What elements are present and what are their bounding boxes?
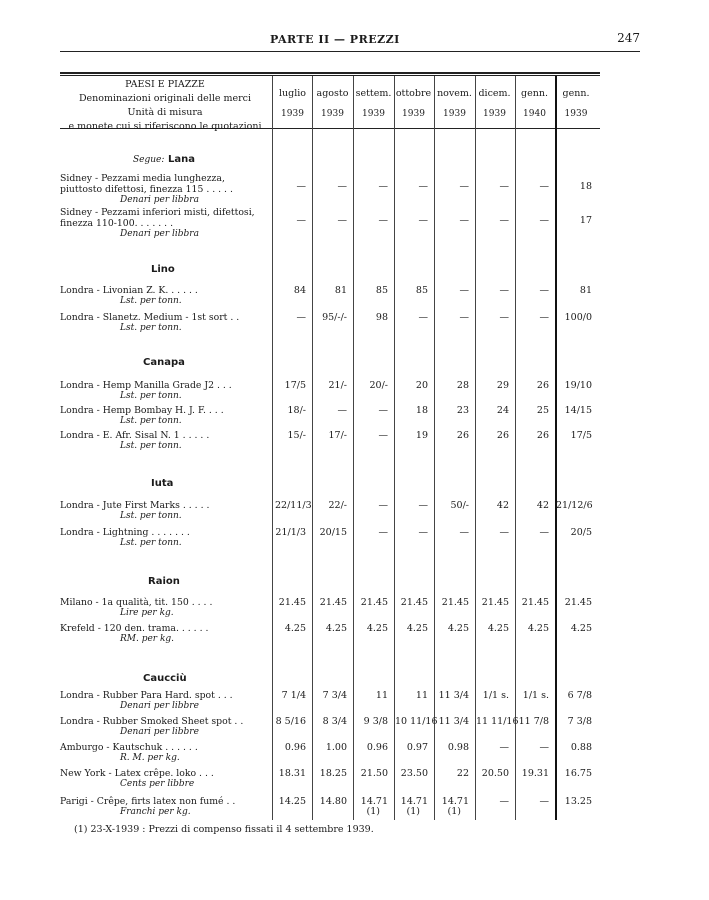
row-name: Parigi - Crêpe, firts latex non fumé . . [60,796,236,807]
row-name: Krefeld - 120 den. trama. . . . . . [60,623,209,634]
table-cell: 85 [375,285,388,296]
table-cell: 23 [456,405,469,416]
row-name: Londra - Lightning . . . . . . . [60,527,190,538]
table-cell: 4.25 [487,623,509,634]
table-header-left [60,78,270,134]
table-cell: 21.45 [360,597,388,608]
table-cell: 23.50 [400,768,428,779]
table-cell: — [499,796,509,807]
column-month: luglio [278,88,307,99]
column-year: 1939 [443,109,466,119]
table-cell: — [378,215,388,226]
table-cell: 22/- [328,500,347,511]
table-cell: 11 7/8 [518,716,549,727]
column-header [275,88,310,119]
table-row-label [60,207,268,240]
row-unit: RM. per kg. [120,634,175,644]
row-unit: Lst. per tonn. [120,391,182,401]
column-divider [312,76,313,820]
table-cell: 19/10 [564,380,592,391]
header-line: Denominazioni originali delle merci [78,93,252,104]
table-cell: 18/- [287,405,306,416]
table-cell: 26 [536,430,549,441]
table-cell: 14.71 [360,796,388,807]
table-cell: — [378,500,388,511]
table-cell: — [539,742,549,753]
table-cell: 19 [415,430,428,441]
table-cell: — [296,312,306,323]
table-cell: 4.25 [284,623,306,634]
table-cell: 20.50 [481,768,509,779]
row-name: Londra - Jute First Marks . . . . . [60,500,210,511]
table-cell: 14/15 [564,405,592,416]
table-row-label [60,173,268,206]
table-cell: 10 11/16 [395,716,438,727]
table-cell: 9 3/8 [363,716,388,727]
column-header [516,88,553,119]
table-cell: 17 [579,215,592,226]
header-line: PAESI E PIAZZE [125,79,205,90]
row-name: Sidney - Pezzami media lunghezza, piuttosto difettosi, finezza 115 . . . . . [60,173,233,195]
table-cell: 42 [536,500,549,511]
table-cell: 18 [579,181,592,192]
table-cell: — [378,430,388,441]
table-row-label [60,312,268,334]
column-year: 1939 [281,109,304,119]
table-cell: — [499,312,509,323]
table-cell: 21.45 [481,597,509,608]
column-year: 1939 [483,109,506,119]
table-row-label [60,380,268,402]
row-name: Milano - 1a qualità, tit. 150 . . . . [60,597,213,608]
table-cell: 14.80 [319,796,347,807]
column-divider [272,76,273,820]
column-divider [434,76,435,820]
table-cell: 21/- [328,380,347,391]
table-cell: 8 3/4 [322,716,347,727]
table-row-label [60,742,268,764]
table-cell: — [337,405,347,416]
table-cell: 6 7/8 [567,690,592,701]
row-name: Londra - Rubber Smoked Sheet spot . . [60,716,244,727]
table-cell: 85 [415,285,428,296]
section-title: Lino [151,264,175,275]
table-cell: — [296,215,306,226]
table-cell: 100/0 [564,312,592,323]
column-month: dicem. [478,88,511,99]
table-cell: — [418,215,428,226]
table-cell: — [499,285,509,296]
table-cell: 21.50 [360,768,388,779]
table-row-label [60,500,268,522]
table-cell: 98 [375,312,388,323]
row-unit: Lst. per tonn. [120,323,182,333]
table-cell: — [418,527,428,538]
row-name: Amburgo - Kautschuk . . . . . . [60,742,198,753]
table-cell: 14.25 [278,796,306,807]
table-cell: 21.45 [564,597,592,608]
table-cell: 21/1/3 [275,527,306,538]
table-cell: — [539,312,549,323]
table-cell: — [337,215,347,226]
header-rule [60,51,640,52]
table-cell: 1.00 [325,742,347,753]
table-row-label [60,768,268,790]
section-title: Caucciù [143,673,187,684]
cell-note: (1) [366,806,380,817]
section-title: Raion [148,576,180,587]
row-name: Londra - E. Afr. Sisal N. 1 . . . . . [60,430,210,441]
table-cell: — [539,796,549,807]
table-cell: 17/5 [284,380,306,391]
table-cell: 81 [579,285,592,296]
table-cell: 18.31 [278,768,306,779]
row-unit: R. M. per kg. [120,753,180,763]
table-cell: 17/5 [570,430,592,441]
table-cell: 25 [536,405,549,416]
table-cell: 7 3/8 [567,716,592,727]
table-cell: — [539,527,549,538]
row-unit: Lst. per tonn. [120,538,182,548]
column-header [476,88,513,119]
footnote: (1) 23-X-1939 : Prezzi di compenso fissati il 4 settembre 1939. [74,824,374,835]
column-header [395,88,432,119]
table-row-label [60,690,268,712]
table-cell: 7 1/4 [281,690,306,701]
table-cell: — [499,215,509,226]
row-name: Londra - Slanetz. Medium - 1st sort . . [60,312,240,323]
table-cell: 14.71 [441,796,469,807]
table-cell: — [378,405,388,416]
cell-note: (1) [406,806,420,817]
section-title: Lana [168,154,195,165]
header-line: Unità di misura [127,107,203,118]
table-cell: 1/1 s. [522,690,549,701]
page-header-title: PARTE II — PREZZI [270,33,400,46]
row-unit: Denari per libbre [120,727,199,737]
table-row-label [60,623,268,645]
table-cell: 0.96 [366,742,388,753]
table-cell: 8 5/16 [275,716,306,727]
column-month: genn. [562,88,590,99]
table-cell: 26 [536,380,549,391]
table-cell: — [418,181,428,192]
column-divider [353,76,354,820]
table-cell: 22/11/3 [275,500,312,511]
table-cell: 21.45 [521,597,549,608]
table-row-label [60,405,268,427]
table-cell: 16.75 [564,768,592,779]
table-cell: 95/-/- [322,312,347,323]
row-unit: Denari per libbre [120,701,199,711]
table-cell: 81 [334,285,347,296]
section-title: Iuta [151,478,174,489]
table-cell: 50/- [450,500,469,511]
segue-label: Segue: [133,155,165,165]
table-cell: 11 3/4 [438,716,469,727]
table-top-rule [60,72,600,74]
table-row-label [60,796,268,818]
column-month: agosto [316,88,349,99]
table-cell: 21.45 [278,597,306,608]
page-header [60,30,640,50]
table-row-label [60,597,268,619]
row-name: Londra - Hemp Bombay H. J. F. . . . [60,405,224,416]
row-unit: Denari per libbra [120,195,199,205]
table-row-label [60,716,268,738]
page-number: 247 [617,31,640,45]
row-unit: Franchi per kg. [120,807,191,817]
column-year: 1940 [523,109,546,119]
column-header [314,88,351,119]
column-year: 1939 [564,109,588,119]
row-name: Londra - Hemp Manilla Grade J2 . . . [60,380,232,391]
table-cell: — [459,527,469,538]
table-cell: 26 [496,430,509,441]
table-cell: 13.25 [564,796,592,807]
column-header [436,88,473,119]
table-cell: — [499,527,509,538]
table-cell: 18.25 [319,768,347,779]
table-cell: 21.45 [400,597,428,608]
table-cell: 4.25 [325,623,347,634]
table-cell: — [296,181,306,192]
table-cell: 11 [375,690,388,701]
table-cell: — [539,181,549,192]
table-cell: 0.88 [570,742,592,753]
table-cell: 11 3/4 [438,690,469,701]
row-name: New York - Latex crêpe. loko . . . [60,768,214,779]
table-cell: 21.45 [441,597,469,608]
column-month: novem. [437,88,472,99]
table-cell: — [418,500,428,511]
table-cell: 22 [456,768,469,779]
table-cell: 7 3/4 [322,690,347,701]
table-cell: 28 [456,380,469,391]
table-cell: 11 [415,690,428,701]
table-cell: — [459,215,469,226]
row-unit: Lst. per tonn. [120,296,182,306]
table-cell: 4.25 [447,623,469,634]
table-cell: 42 [496,500,509,511]
row-name: Londra - Livonian Z. K. . . . . . [60,285,198,296]
table-cell: 21/12/6 [556,500,593,511]
table-cell: — [499,742,509,753]
row-unit: Lst. per tonn. [120,441,182,451]
table-cell: 4.25 [406,623,428,634]
column-year: 1939 [321,109,344,119]
column-month: genn. [521,88,548,99]
table-cell: 15/- [287,430,306,441]
table-cell: 17/- [328,430,347,441]
row-unit: Cents per libbre [120,779,195,789]
column-header [355,88,392,119]
table-cell: 0.96 [284,742,306,753]
row-name: Sidney - Pezzami inferiori misti, difettosi, finezza 110-100. . . . . . . [60,207,255,229]
table-cell: 26 [456,430,469,441]
table-cell: — [539,285,549,296]
table-cell: — [459,181,469,192]
table-cell: 84 [293,285,306,296]
table-cell: 18 [415,405,428,416]
table-cell: — [459,312,469,323]
table-cell: 19.31 [521,768,549,779]
table-row-label [60,527,268,549]
table-cell: 21.45 [319,597,347,608]
table-cell: 20/- [369,380,388,391]
table-cell: — [539,215,549,226]
column-year: 1939 [402,109,425,119]
table-cell: 0.98 [447,742,469,753]
table-cell: — [337,181,347,192]
table-cell: 20 [415,380,428,391]
table-row-label [60,430,268,452]
table-cell: — [378,527,388,538]
table-cell: 20/5 [570,527,592,538]
table-cell: 0.97 [406,742,428,753]
column-header [556,88,596,119]
table-cell: 20/15 [319,527,347,538]
row-unit: Lst. per tonn. [120,416,182,426]
table-cell: 4.25 [366,623,388,634]
table-cell: 29 [496,380,509,391]
table-cell: — [378,181,388,192]
row-unit: Lire per kg. [120,608,174,618]
column-month: ottobre [395,88,432,99]
table-cell: — [418,312,428,323]
header-line: e monete cui si riferiscono le quotazioni [68,121,262,132]
table-cell: 24 [496,405,509,416]
table-cell: 11 11/16 [476,716,519,727]
table-cell: 4.25 [527,623,549,634]
table-cell: — [459,285,469,296]
table-row-label [60,285,268,307]
table-cell: — [499,181,509,192]
column-month: settem. [355,88,392,99]
table-cell: 1/1 s. [482,690,509,701]
section-title: Canapa [143,357,185,368]
table-cell: 4.25 [570,623,592,634]
column-year: 1939 [362,109,385,119]
row-unit: Denari per libbra [120,229,199,239]
table-top-rule-thin [60,75,600,76]
row-unit: Lst. per tonn. [120,511,182,521]
row-name: Londra - Rubber Para Hard. spot . . . [60,690,233,701]
cell-note: (1) [447,806,461,817]
table-cell: 14.71 [400,796,428,807]
